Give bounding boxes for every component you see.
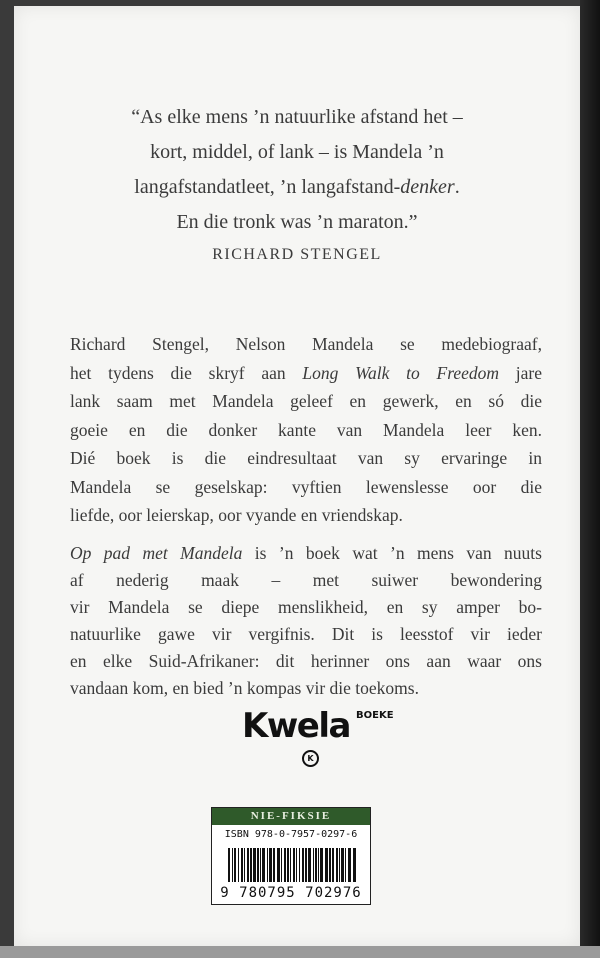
barcode-bar [232,848,233,882]
barcode-bar [341,848,344,882]
blurb-line: vandaan kom, en bied ’n kompas vir die toekoms. [70,678,419,698]
blurb-text: jare [499,362,543,383]
bottom-edge [0,946,600,958]
blurb-line: Dié boek is die eindresultaat van sy ervaringe in [70,448,542,468]
publisher-logo-sub: BOEKE [356,710,394,721]
barcode-bar [284,848,286,882]
blurb-text: het tydens die skryf aan [70,362,303,383]
barcode-bar [329,848,331,882]
barcode-bar [260,848,261,882]
barcode-bar [320,848,323,882]
barcode-bar [296,848,297,882]
book-title: Op pad met Mandela [70,543,243,563]
blurb-line: en elke Suid-Afrikaner: dit herinner ons aan waar ons [70,651,542,671]
barcode-bar [299,848,300,882]
barcode-bar [293,848,295,882]
barcode-bar [257,848,259,882]
barcode-bar [244,848,245,882]
barcode-bar [308,848,311,882]
blurb-line: liefde, oor leierskap, oor vyande en vriendskap. [70,505,403,525]
quote-line: kort, middel, of lank – is Mandela ’n [150,141,444,163]
genre-label: NIE-FIKSIE [212,808,370,825]
barcode-bar [315,848,317,882]
blurb-line: goeie en die donker kante van Mandela leer ken. [70,419,542,440]
barcode-bar [287,848,289,882]
blurb-line: Mandela se geselskap: vyftien lewenslesse oor die [70,476,542,497]
barcode-bar [339,848,340,882]
barcode-bar [277,848,280,882]
isbn-text: ISBN 978-0-7957-0297-6 [224,829,358,840]
publisher-mark-icon: K [302,750,319,767]
publisher-logo: Kwela [242,706,350,746]
blurb-line: af nederig maak – met suiwer bewondering [70,570,542,590]
blurb-text: is ’n boek wat ’n mens van nuuts [242,543,542,563]
barcode-bar [281,848,282,882]
barcode-bar [247,848,249,882]
blurb-line: vir Mandela se diepe menslikheid, en sy amper bo- [70,597,542,617]
quote-period: . [454,176,460,198]
barcode-bar [262,848,265,882]
barcode-bar [238,848,239,882]
blurb-paragraph-1 [70,330,542,530]
blurb-line: Richard Stengel, Nelson Mandela se medebiograaf, [70,334,542,354]
barcode-bar [353,848,356,882]
barcode-bar [269,848,272,882]
barcode-bar [318,848,319,882]
barcode-bar [250,848,252,882]
barcode-bar [302,848,304,882]
barcode-number: 9 780795 702976 [220,885,362,901]
barcode-bar [325,848,328,882]
spine-edge [580,0,600,958]
quote-author: RICHARD STENGEL [212,246,382,263]
blurb-line: lank saam met Mandela geleef en gewerk, en só die [70,391,542,411]
quote-line: En die tronk was ’n maraton.” [176,211,418,233]
quote-line: “As elke mens ’n natuurlike afstand het – [131,106,463,128]
barcode-bar [332,848,334,882]
barcode-bar [348,848,351,882]
blurb-line: natuurlike gawe vir vergifnis. Dit is leesstof vir ieder [70,624,542,644]
barcode-bar [241,848,243,882]
barcode-icon [228,848,356,882]
book-back-cover [14,6,580,946]
barcode-bar [267,848,268,882]
blurb-paragraph-2 [70,540,542,702]
barcode-bar [290,848,291,882]
pull-quote [14,100,580,240]
barcode-bar [305,848,307,882]
barcode-bar [273,848,275,882]
blurb-line [70,359,542,388]
book-title-ref: Long Walk to Freedom [302,362,500,383]
barcode-bar [336,848,338,882]
quote-text: langafstandatleet, ’n langafstand- [134,176,401,198]
quote-italic: denker [400,176,455,198]
quote-line [14,170,580,205]
barcode-bar [228,848,230,882]
barcode-bar [345,848,346,882]
barcode-bar [313,848,314,882]
barcode-box [211,807,371,905]
barcode-bar [253,848,256,882]
barcode-bar [234,848,236,882]
blurb-line [70,540,542,567]
